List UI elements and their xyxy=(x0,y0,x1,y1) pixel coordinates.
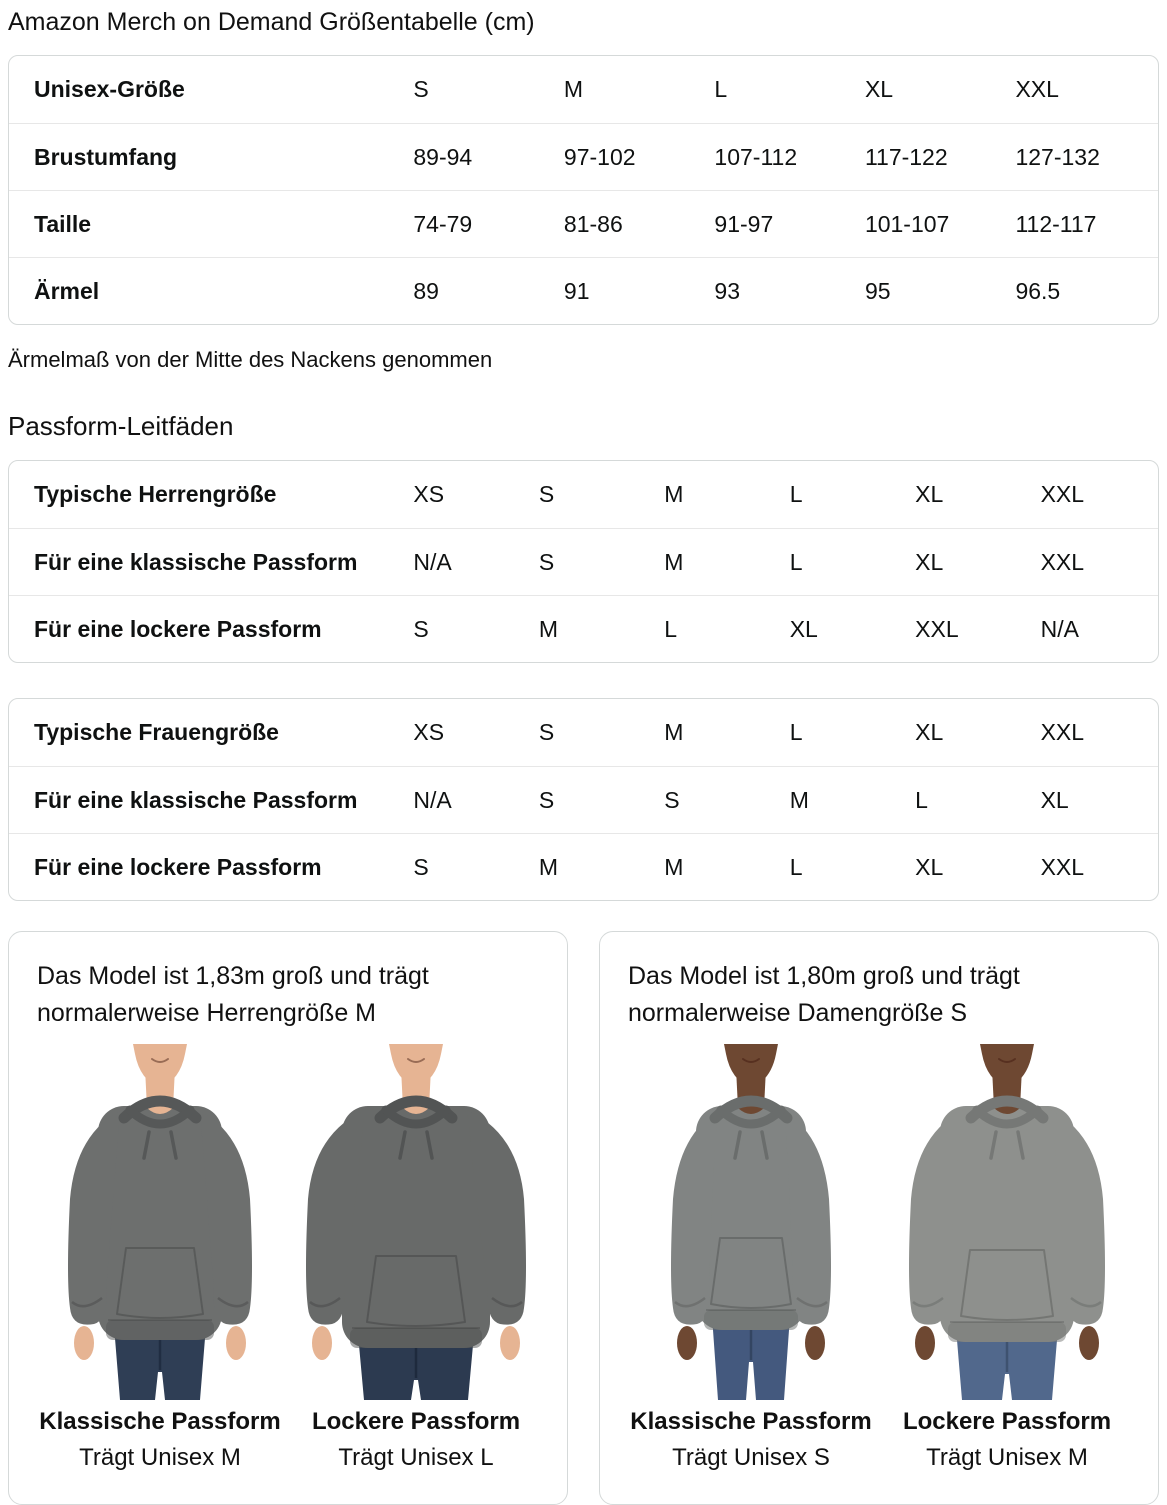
value-cell: 89-94 xyxy=(413,143,473,170)
value-cell: 96.5 xyxy=(1015,277,1061,304)
row-label: Typische Frauengröße xyxy=(34,719,279,745)
value-cell: 101-107 xyxy=(864,210,950,237)
value-cell: 117-122 xyxy=(864,143,948,170)
row-label: Taille xyxy=(34,210,92,237)
figure-woman-loose xyxy=(882,1044,1132,1476)
size-cell: XL xyxy=(915,719,944,745)
table-row xyxy=(9,190,1158,257)
size-cell: L xyxy=(789,853,803,880)
row-label: Für eine klassische Passform xyxy=(34,786,358,813)
size-cell: L xyxy=(789,481,803,507)
size-cell: XL xyxy=(915,481,944,507)
size-cell: S xyxy=(413,76,429,102)
size-caption: Trägt Unisex S xyxy=(672,1444,830,1471)
sleeve-measurement-note: Ärmelmaß von der Mitte des Nackens genommen xyxy=(8,347,493,372)
table-row xyxy=(9,461,1158,528)
size-cell: XL xyxy=(789,615,818,642)
size-caption: Trägt Unisex L xyxy=(338,1444,494,1471)
fit-caption: Lockere Passform xyxy=(311,1408,521,1435)
row-label: Ärmel xyxy=(34,277,100,304)
size-cell: XXL xyxy=(1040,481,1085,507)
row-label: Für eine lockere Passform xyxy=(34,615,322,642)
size-cell: M xyxy=(563,76,584,102)
table-row xyxy=(9,56,1158,123)
size-cell: XL xyxy=(864,76,894,102)
size-cell: M xyxy=(538,615,558,642)
size-cell: N/A xyxy=(413,548,452,575)
size-caption: Trägt Unisex M xyxy=(926,1444,1088,1471)
size-cell: XL xyxy=(915,853,944,880)
fit-caption: Lockere Passform xyxy=(902,1408,1112,1435)
size-cell: M xyxy=(538,853,558,880)
size-cell: M xyxy=(664,548,684,575)
model-description: Das Model ist 1,83m groß und trägt normalerweise Herrengröße M xyxy=(37,962,429,1027)
size-cell: L xyxy=(714,76,728,102)
man-classic-fit-hoodie-photo xyxy=(35,1044,285,1400)
size-cell: L xyxy=(664,615,678,642)
size-cell: S xyxy=(538,719,555,745)
womens-fit-table xyxy=(8,698,1159,901)
row-label: Für eine lockere Passform xyxy=(34,853,322,880)
table-row xyxy=(9,257,1158,324)
size-cell: XS xyxy=(413,481,445,507)
value-cell: 95 xyxy=(864,277,891,304)
value-cell: 93 xyxy=(714,277,741,304)
size-cell: M xyxy=(664,719,684,745)
size-cell: XL xyxy=(915,548,944,575)
size-cell: L xyxy=(789,719,803,745)
row-label: Brustumfang xyxy=(34,143,178,170)
value-cell: 112-117 xyxy=(1015,210,1097,237)
mens-fit-table xyxy=(8,460,1159,663)
size-cell: XL xyxy=(1040,786,1069,813)
value-cell: 74-79 xyxy=(413,210,473,237)
size-cell: N/A xyxy=(413,786,452,813)
size-cell: S xyxy=(413,853,429,880)
value-cell: 127-132 xyxy=(1015,143,1100,170)
size-cell: S xyxy=(538,786,555,813)
size-cell: M xyxy=(664,481,684,507)
size-cell: S xyxy=(538,548,555,575)
model-cards xyxy=(8,931,1159,1505)
size-cell: XXL xyxy=(1040,719,1085,745)
value-cell: 107-112 xyxy=(714,143,798,170)
row-label: Für eine klassische Passform xyxy=(34,548,358,575)
table-row xyxy=(9,833,1158,900)
size-cell: XXL xyxy=(1040,548,1085,575)
size-cell: L xyxy=(789,548,803,575)
page-title: Amazon Merch on Demand Größentabelle (cm) xyxy=(8,8,535,36)
fit-caption: Klassische Passform xyxy=(630,1408,872,1435)
fit-guides-heading: Passform-Leitfäden xyxy=(8,411,234,441)
size-cell: M xyxy=(664,853,684,880)
size-cell: N/A xyxy=(1040,615,1079,642)
figure-man-loose xyxy=(291,1044,541,1476)
size-cell: XXL xyxy=(1015,76,1059,102)
size-cell: S xyxy=(413,615,429,642)
figure-woman-classic xyxy=(626,1044,876,1476)
model-description: Das Model ist 1,80m groß und trägt normalerweise Damengröße S xyxy=(628,962,1020,1027)
table-row xyxy=(9,528,1158,595)
size-cell: XXL xyxy=(1040,853,1085,880)
size-cell: L xyxy=(915,786,928,813)
value-cell: 81-86 xyxy=(563,210,623,237)
table-row xyxy=(9,123,1158,190)
value-cell: 91 xyxy=(563,277,590,304)
size-cell: S xyxy=(664,786,680,813)
size-caption: Trägt Unisex M xyxy=(79,1444,241,1471)
unisex-size-table xyxy=(8,55,1159,325)
size-cell: XXL xyxy=(915,615,959,642)
table-row xyxy=(9,766,1158,833)
row-label: Unisex-Größe xyxy=(34,76,185,102)
value-cell: 97-102 xyxy=(563,143,636,170)
fit-caption: Klassische Passform xyxy=(39,1408,281,1435)
mens-model-card xyxy=(8,931,568,1505)
man-loose-fit-hoodie-photo xyxy=(291,1044,541,1400)
size-cell: XS xyxy=(413,719,445,745)
size-cell: M xyxy=(789,786,809,813)
row-label: Typische Herrengröße xyxy=(34,481,277,507)
size-cell: S xyxy=(538,481,555,507)
table-row xyxy=(9,699,1158,766)
value-cell: 91-97 xyxy=(714,210,774,237)
woman-classic-fit-hoodie-photo xyxy=(626,1044,876,1400)
woman-loose-fit-hoodie-photo xyxy=(882,1044,1132,1400)
figure-man-classic xyxy=(35,1044,285,1476)
table-row xyxy=(9,595,1158,662)
womens-model-card xyxy=(599,931,1159,1505)
value-cell: 89 xyxy=(413,277,439,304)
